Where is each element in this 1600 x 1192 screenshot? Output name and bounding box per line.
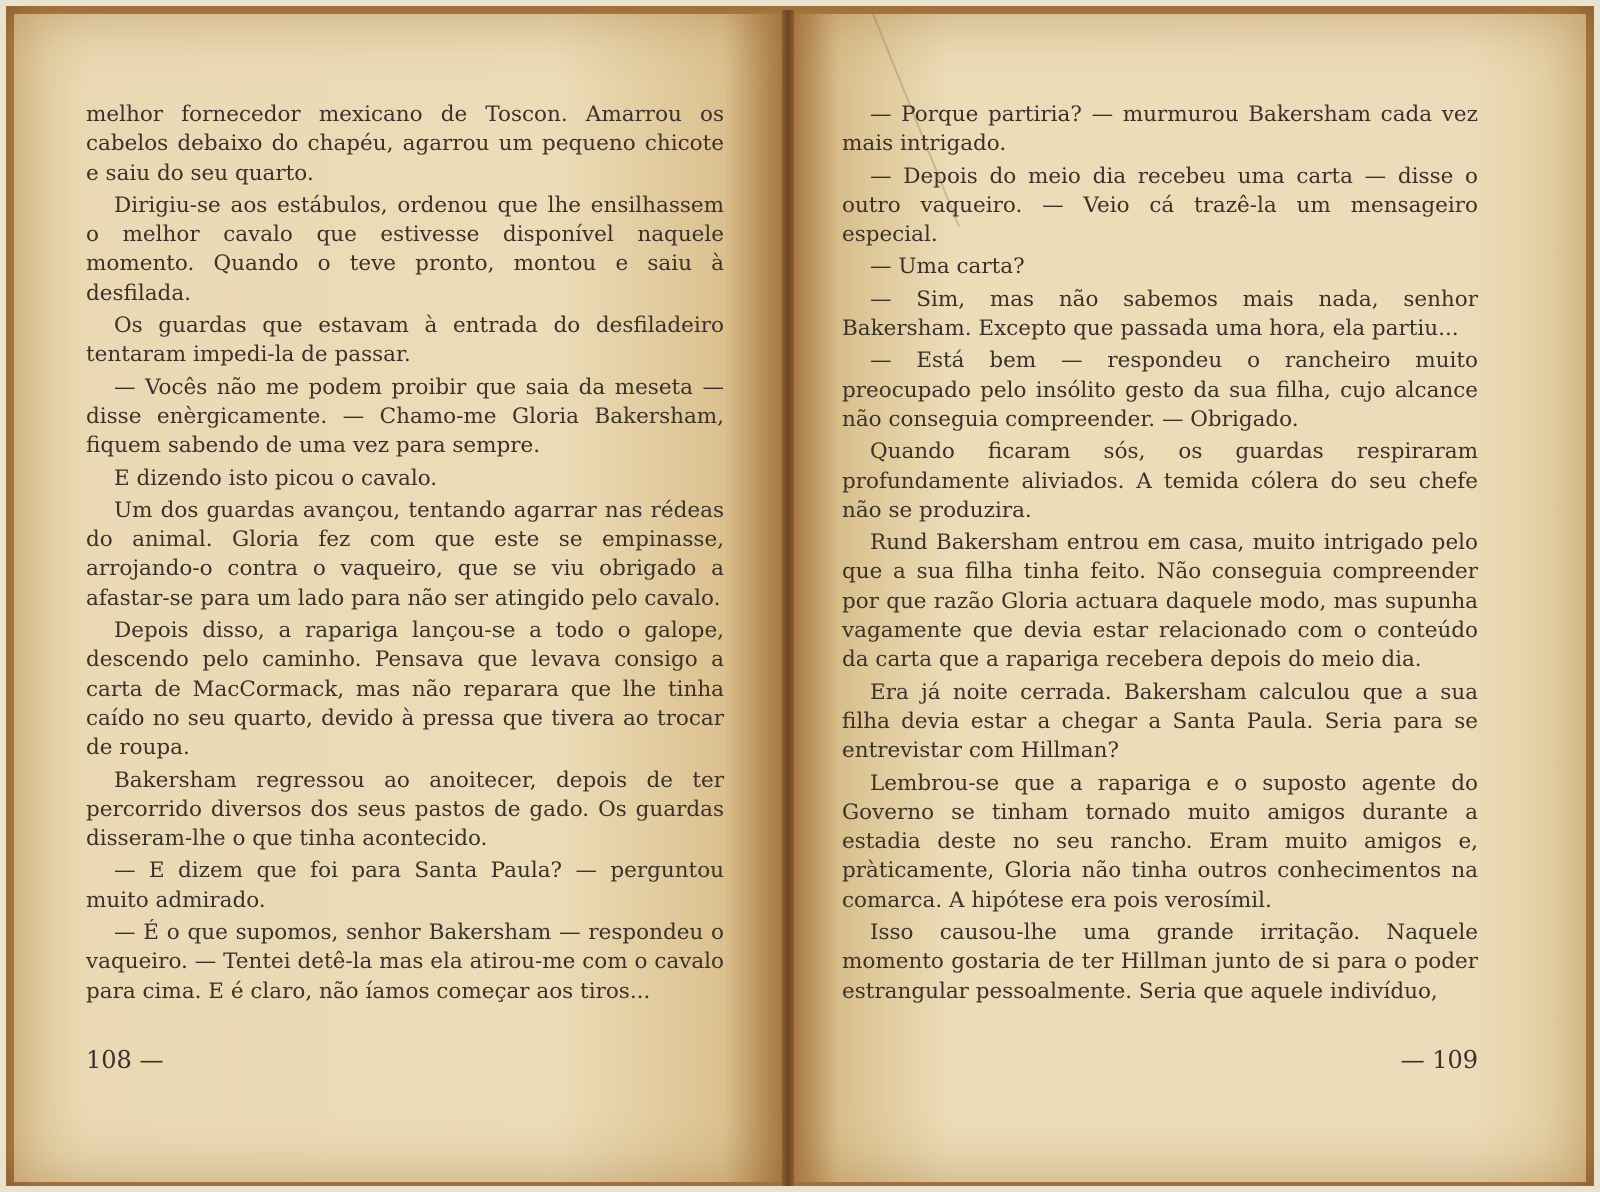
right-paragraph: Rund Bakersham entrou em casa, muito intrigado pelo que a sua filha tinha feito. Não conseguia compreender por que razão Gloria actuara daquele modo, mas supunha vagamente que devia estar relacionado com o conteúdo da carta que a rapariga recebera depois do meio dia. xyxy=(842,530,1478,673)
left-paragraph: — É o que supomos, senhor Bakersham — respondeu o vaqueiro. — Tentei detê-la mas ela atirou-me com o cavalo para cima. E é claro, não íamos começar aos tiros... xyxy=(86,920,724,1004)
right-paragraph: Quando ficaram sós, os guardas respiraram profundamente aliviados. A temida cólera do seu chefe não se produzira. xyxy=(842,439,1478,523)
right-paragraph: — Depois do meio dia recebeu uma carta — disse o outro vaqueiro. — Veio cá trazê-la um mensageiro especial. xyxy=(842,163,1478,248)
right-paragraph: — Uma carta? xyxy=(870,254,1025,280)
right-page-text xyxy=(842,100,1478,1009)
left-paragraph: Depois disso, a rapariga lançou-se a todo o galope, descendo pelo caminho. Pensava que levava consigo a carta de MacCormack, mas não reparara que lhe tinha caído no seu quarto, devido à pressa que tivera ao trocar de roupa. xyxy=(86,618,724,761)
left-paragraph: E dizendo isto picou o cavalo. xyxy=(114,465,438,491)
left-paragraph: Os guardas que estavam à entrada do desfiladeiro tentaram impedi-la de passar. xyxy=(86,313,724,368)
left-paragraph: Bakersham regressou ao anoitecer, depois de ter percorrido diversos dos seus pastos de gado. Os guardas disseram-lhe o que tinha acontecido. xyxy=(86,767,724,852)
left-page-text xyxy=(86,100,724,1009)
book-gutter xyxy=(782,10,794,1186)
right-paragraph: Isso causou-lhe uma grande irritação. Naquele momento gostaria de ter Hillman junto de si para o poder estrangular pessoalmente. Seria que aquele indivíduo, xyxy=(842,920,1478,1004)
left-paragraph: — Vocês não me podem proibir que saia da meseta — disse enèrgicamente. — Chamo-me Gloria Bakersham, fiquem sabendo de uma vez para sempre. xyxy=(86,374,724,459)
right-paragraph: Era já noite cerrada. Bakersham calculou que a sua filha devia estar a chegar a Santa Paula. Seria para se entrevistar com Hillman? xyxy=(842,679,1478,764)
left-paragraph: Um dos guardas avançou, tentando agarrar nas rédeas do animal. Gloria fez com que este se empinasse, arrojando-o contra o vaqueiro, que se viu obrigado a afastar-se para um lado para não ser atingido pelo cavalo. xyxy=(86,497,724,611)
right-paragraph: — Porque partiria? — murmurou Bakersham cada vez mais intrigado. xyxy=(842,102,1478,157)
right-paragraph: Lembrou-se que a rapariga e o suposto agente do Governo se tinham tornado muito amigos durante a estadia deste no seu rancho. Eram muito amigos e, pràticamente, Gloria não tinha outros conhecimentos na comarca. A hipótese era pois verosímil. xyxy=(842,770,1478,913)
page-number-right: — 109 xyxy=(1400,1046,1478,1074)
right-paragraph: — Sim, mas não sabemos mais nada, senhor Bakersham. Excepto que passada uma hora, ela partiu... xyxy=(842,286,1478,342)
left-paragraph: Dirigiu-se aos estábulos, ordenou que lhe ensilhassem o melhor cavalo que estivesse disponível naquele momento. Quando o teve pronto, montou e saiu à desfilada. xyxy=(86,192,724,306)
left-paragraph: melhor fornecedor mexicano de Toscon. Amarrou os cabelos debaixo do chapéu, agarrou um pequeno chicote e saiu do seu quarto. xyxy=(86,102,724,186)
page-number-left: 108 — xyxy=(86,1046,164,1074)
left-paragraph: — E dizem que foi para Santa Paula? — perguntou muito admirado. xyxy=(86,858,724,913)
right-paragraph: — Está bem — respondeu o rancheiro muito preocupado pelo insólito gesto da sua filha, cujo alcance não conseguia compreender. — Obrigado. xyxy=(842,348,1478,432)
